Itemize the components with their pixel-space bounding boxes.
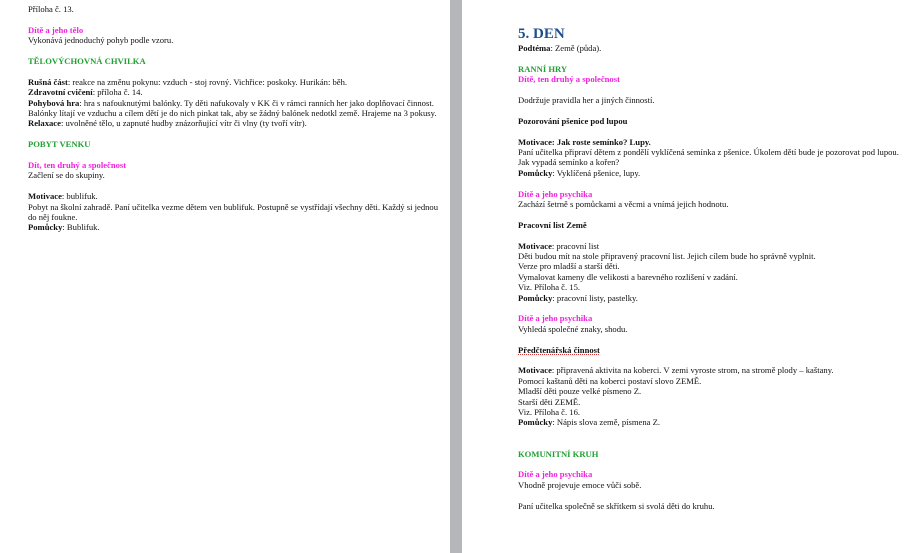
movement-game-paragraph xyxy=(28,98,444,119)
motivation-paragraph xyxy=(28,191,444,201)
prereading-line-1: Pomocí kaštanů děti na koberci postaví slovo ZEMĚ. xyxy=(518,375,702,386)
heading-child-psyche-3: Dítě a jeho psychika xyxy=(518,469,593,480)
aids-paragraph-3 xyxy=(518,417,899,427)
health-exercise-paragraph xyxy=(28,87,444,97)
aids-text: : Bublifuk. xyxy=(62,222,100,233)
society-goal-text: Začlení se do skupiny. xyxy=(28,170,105,181)
worksheet-line-3: Vymalovat kameny dle velikosti a barevného rozlišení v zadání. xyxy=(518,271,738,282)
motivation-text: : bublifuk. xyxy=(61,191,98,202)
aids-text-1: : Vyklíčená pšenice, lupy. xyxy=(552,167,641,178)
motivation-paragraph-3 xyxy=(518,365,899,375)
health-exercise-label: Zdravotní cvičení xyxy=(28,87,93,98)
outdoor-description: Pobyt na školní zahradě. Paní učitelka vezme dětem ven bublifuk. Postupně se vystřídají všechny děti. Každý si jednou do něj foukne. xyxy=(28,201,439,223)
aids-text-2: : pracovní listy, pastelky. xyxy=(552,292,638,303)
motivation-text-3: : připravená aktivita na koberci. V zemi vyroste strom, na stromě plody – kaštany. xyxy=(551,365,834,376)
section-heading-morning-games: RANNÍ HRY xyxy=(518,63,568,74)
aids-label-2: Pomůcky xyxy=(518,292,553,303)
body-goal-text: Vykonává jednoduchý pohyb podle vzoru. xyxy=(28,35,174,46)
activity-title-worksheet: Pracovní list Země xyxy=(518,219,587,230)
section-heading-community-circle: KOMUNITNÍ KRUH xyxy=(518,448,599,459)
aids-label: Pomůcky xyxy=(28,222,63,233)
left-document-page xyxy=(0,0,450,553)
busy-part-paragraph xyxy=(28,77,444,87)
rules-text: Dodržuje pravidla her a jiných činností. xyxy=(518,95,655,105)
busy-part-text: : reakce na změnu pokynu: vzduch - stoj rovný. Vichřice: poskoky. Hurikán: běh. xyxy=(67,76,348,87)
left-page-content xyxy=(28,4,444,233)
motivation-paragraph-2 xyxy=(518,241,899,251)
motivation-text-2: : pracovní list xyxy=(551,240,600,251)
attachment-reference: Příloha č. 13. xyxy=(28,4,74,14)
health-exercise-text: : příloha č. 14. xyxy=(92,87,143,98)
worksheet-line-1: Děti budou mít na stole připravený pracovní list. Jejich cílem bude ho správně vyplnit. xyxy=(518,251,816,262)
prereading-line-3: Starší děti ZEMĚ. xyxy=(518,396,581,407)
psyche-goal-text-1: Zachází šetrně s pomůckami a věcmi a vnímá jejich hodnotu. xyxy=(518,199,729,210)
motivation-label-2: Motivace xyxy=(518,240,552,251)
worksheet-line-2: Verze pro mladší a starší děti. xyxy=(518,261,620,272)
activity-title-wheat: Pozorování pšenice pod lupou xyxy=(518,115,628,126)
motivation-label-3: Motivace xyxy=(518,365,552,376)
busy-part-label: Rušná část xyxy=(28,76,68,87)
subtopic-paragraph xyxy=(518,43,899,53)
aids-paragraph-2 xyxy=(518,293,899,303)
closing-text: Paní učitelka společně se skřítkem si svolá děti do kruhu. xyxy=(518,500,715,511)
relaxation-text: : uvolněné tělo, u zapnuté hudby znázorňující vítr či vlny (ty tvoří vítr). xyxy=(60,118,307,129)
heading-child-society: Dítě, ten druhý a společnost xyxy=(518,74,620,85)
relaxation-paragraph xyxy=(28,118,444,128)
heading-child-society: Dít, ten druhý a společnost xyxy=(28,160,127,171)
psyche-goal-text-2: Vyhledá společné znaky, shodu. xyxy=(518,323,628,334)
relaxation-label: Relaxace xyxy=(28,118,61,129)
day-heading: 5. DEN xyxy=(518,26,565,42)
heading-child-psyche-2: Dítě a jeho psychika xyxy=(518,313,593,324)
right-document-page xyxy=(462,0,905,553)
aids-label-1: Pomůcky xyxy=(518,167,553,178)
section-heading-exercise-break: TĚLOVÝCHOVNÁ CHVILKA xyxy=(28,56,146,66)
section-heading-outdoor-stay: POBYT VENKU xyxy=(28,139,91,150)
worksheet-line-4: Viz. Příloha č. 15. xyxy=(518,282,581,293)
heading-child-body: Dítě a jeho tělo xyxy=(28,24,84,35)
motivation-label-1: Motivace xyxy=(518,136,552,147)
right-page-content xyxy=(518,26,899,511)
wheat-description: Paní učitelka připraví dětem z pondělí vyklíčená semínka z pšenice. Úkolem dětí bude je pozorovat pod lupou. Jak vypadá semínko a kořen? xyxy=(518,147,899,168)
psyche-goal-text-3: Vhodně projevuje emoce vůči sobě. xyxy=(518,479,642,490)
subtopic-text: : Země (půda). xyxy=(550,43,602,53)
subtopic-label: Podtéma xyxy=(518,43,551,53)
movement-game-label: Pohybová hra xyxy=(28,97,80,108)
aids-text-3: : Nápis slova země, písmena Z. xyxy=(552,417,661,428)
heading-child-psyche-1: Dítě a jeho psychika xyxy=(518,188,593,199)
aids-paragraph xyxy=(28,222,444,232)
motivation-text-1: : Jak roste semínko? Lupy. xyxy=(551,136,651,147)
activity-title-prereading: Předčtenářská činnost xyxy=(518,344,600,355)
motivation-label: Motivace xyxy=(28,191,62,202)
prereading-line-2: Mladší děti pouze velké písmeno Z. xyxy=(518,386,642,397)
prereading-line-4: Viz. Příloha č. 16. xyxy=(518,407,581,418)
page-gutter-divider xyxy=(450,0,462,553)
motivation-paragraph-1 xyxy=(518,137,899,147)
aids-paragraph-1 xyxy=(518,168,899,178)
movement-game-text: : hra s nafouknutými balónky. Ty děti nafukovaly v KK či v rámci ranních her jako doplňovací činnost. Balónky lítají ve vzduchu a cílem dětí je do nich pinkat tak, aby se žádný balónek nedotkl země. Hrajeme na 3 pokusy. xyxy=(28,97,437,119)
aids-label-3: Pomůcky xyxy=(518,417,553,428)
